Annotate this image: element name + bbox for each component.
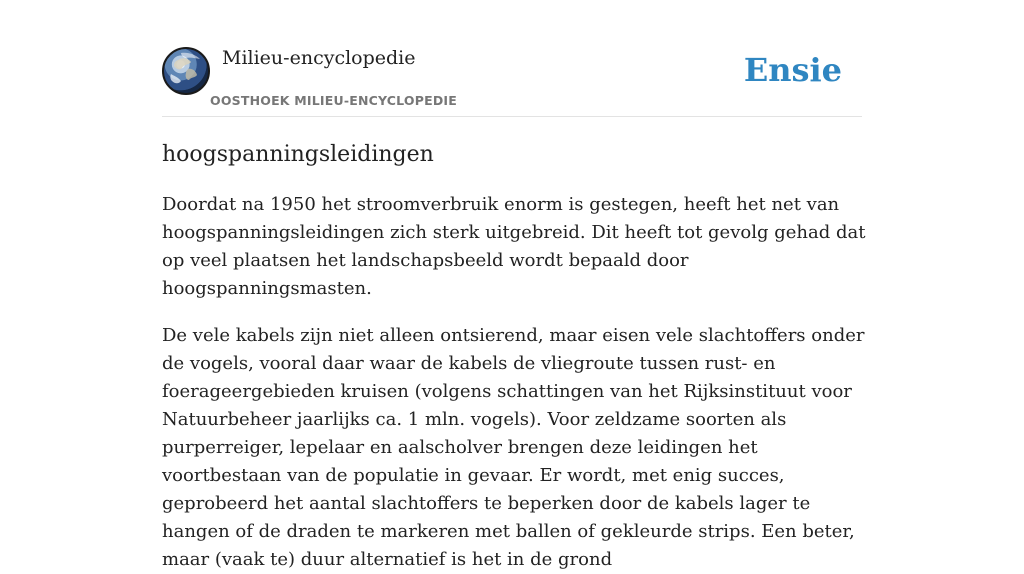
article-paragraph: De vele kabels zijn niet alleen ontsierend, maar eisen vele slachtoffers onder de vogels, vooral daar waar de kabels de vliegroute tussen rust- en foerageergebieden kruisen (volgens schattingen van het Rijksinstituut voor Natuurbeheer jaarlijks ca. 1 mln. vogels). Voor zeldzame soorten als purperreiger, lepelaar en aalscholver brengen deze leidingen het voortbestaan van de populatie in gevaar. Er wordt, met enig succes, geprobeerd het aantal slachtoffers te beperken door de kabels lager te hangen of de draden te markeren met ballen of gekleurde strips. Een beter, maar (vaak te) duur alternatief is het in de grond	[162, 325, 865, 570]
article-title: hoogspanningsleidingen	[162, 142, 434, 167]
site-subtitle: OOSTHOEK MILIEU-ENCYCLOPEDIE	[210, 93, 457, 108]
site-header	[162, 40, 862, 117]
brand-logo[interactable]: Ensie	[743, 51, 842, 89]
site-title[interactable]: Milieu-encyclopedie	[222, 47, 416, 69]
earth-icon[interactable]	[162, 47, 210, 95]
article-paragraph: Doordat na 1950 het stroomverbruik enorm is gestegen, heeft het net van hoogspanningsleidingen zich sterk uitgebreid. Dit heeft tot gevolg gehad dat op veel plaatsen het landschapsbeeld wordt bepaald door hoogspanningsmasten.	[162, 194, 866, 299]
article	[162, 135, 866, 574]
